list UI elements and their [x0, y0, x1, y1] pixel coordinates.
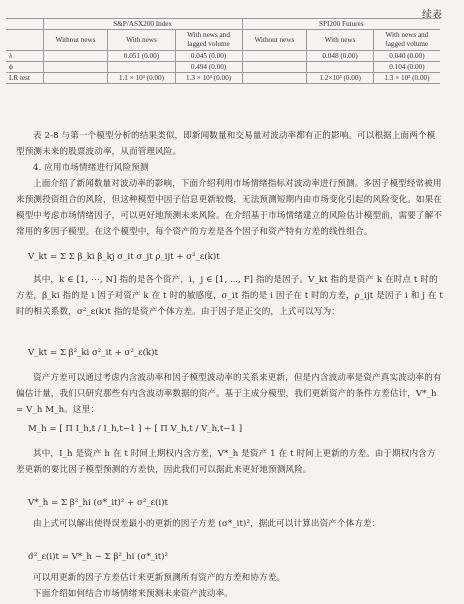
table-cell: 0.048 (0.00) [307, 51, 374, 62]
equation-text: V_kt = Σ β²_ki σ²_it + σ²_ε(k)t [28, 348, 158, 358]
table-corner-cell [6, 30, 43, 51]
table-cell [43, 73, 108, 84]
table-cell: 1.2×10³ (0.00) [307, 73, 374, 84]
equation-text: M_h = [ Π I_h,t / I_h,t−1 ] ÷ [ Π V_h,t / V_h,t−1 ] [28, 424, 243, 434]
paragraph-block-4 [16, 446, 444, 478]
table-cell: 0.040 (0.00) [373, 51, 440, 62]
table-group-header: S&P/ASX200 Index [43, 19, 242, 30]
table-cell: 0.045 (0.00) [175, 51, 242, 62]
equation-5 [28, 552, 168, 562]
equation-text: σ̂²_ε(i)t = V*_h − Σ β²_hi (σ*_it)² [28, 552, 168, 562]
table-cell: 0.104 (0.00) [373, 62, 440, 73]
paragraph: 由上式可以解出使得误差最小的更新的因子方差 (σ*_it)²，据此可以计算出资产个体方差： [33, 519, 381, 529]
paragraph: 表 2-8 与第一个模型分析的结果类似，即新闻数量和交易量对波动率都有正的影响。可以根据上面两个模型预测未来的股票波动率，从而管理风险。 [16, 131, 436, 157]
paragraph-block-1 [16, 128, 444, 240]
equation-3 [28, 424, 242, 434]
table-row-label: LR test [6, 73, 43, 84]
table-cell: 0.051 (0.00) [108, 51, 175, 62]
table-row-label: λ [6, 51, 43, 62]
table-cell [307, 62, 374, 73]
table-cell [242, 73, 307, 84]
table-row-label: ϕ [6, 62, 43, 73]
table-corner-cell [6, 19, 43, 30]
table-sub-header: With news [108, 30, 175, 51]
paragraph-block-3 [16, 370, 444, 418]
paragraph: 资产方差可以通过考虑内含波动率和因子模型波动率的关系来更新，但是内含波动率是资产真实波动率的有偏估计量，我们只研究那些有内含波动率数据的资产。基于主成分模型，我们更新资产的条件方差估计，V*_h = V_h M_h。这里： [16, 373, 442, 415]
table-cell: 1.3 × 10³ (0.00) [175, 73, 242, 84]
table-sub-header: Without news [242, 30, 307, 51]
results-table [6, 18, 440, 84]
equation-text: V*_h = Σ β²_hi (σ*_it)² + σ²_ε(i)t [28, 498, 168, 508]
paragraph: 其中，k ∈ [1, ⋯, N] 指的是各个资产，i，j ∈ [1, ⋯, F] 指的是因子。V_kt 指的是资产 k 在时点 t 时的方差，β_ki 指的是 i 因子对资产 k 在 t 时的敏感度，σ_it 指的是 i 因子在 t 时的方差，ρ_ijt 是因子 i 和 j 在 t 时的相关系数，σ²_ε(k)t 指的是资产个体方差。由于因子是正交的，上式可以写为： [16, 275, 443, 317]
equation-1 [28, 252, 220, 262]
table-cell: 1.1 × 10³ (0.00) [108, 73, 175, 84]
paragraph: 下面介绍如何结合市场情绪来预测未来资产波动率。 [33, 589, 233, 599]
table-cell [242, 51, 307, 62]
table-group-header-row [6, 19, 440, 30]
paragraph-block-6 [16, 570, 444, 602]
table-cell: 0.494 (0.00) [175, 62, 242, 73]
section-heading: 4. 应用市场情绪进行风险预测 [33, 163, 149, 173]
paragraph-block-2 [16, 272, 444, 320]
table-sub-header: With news and lagged volume [373, 30, 440, 51]
table-row [6, 73, 440, 84]
table-sub-header-row [6, 30, 440, 51]
equation-text: V_kt = Σ Σ β_ki β_kj σ_it σ_jt ρ_ijt + σ²_ε(k)t [28, 252, 220, 262]
table-cell: 1.3 × 10³ (0.00) [373, 73, 440, 84]
table-cell [43, 62, 108, 73]
continued-label: 续表 [422, 10, 442, 21]
table-row [6, 62, 440, 73]
table-group-header: SPI200 Futures [242, 19, 440, 30]
table-sub-header: With news [307, 30, 374, 51]
table-cell [242, 62, 307, 73]
table-cell [108, 62, 175, 73]
table-row [6, 51, 440, 62]
paragraph-block-5 [16, 516, 444, 532]
paragraph: 其中，I_h 是资产 h 在 t 时间上期权内含方差，V*_h 是资产 1 在 t 时间上更新的方差。由于期权内含方差更新的要比因子模型预测的方差快，因此我们可以据此来更好地预测风险。 [16, 449, 436, 475]
table-sub-header: With news and lagged volume [175, 30, 242, 51]
equation-2 [28, 348, 158, 358]
paragraph: 上面介绍了新闻数量对波动率的影响，下面介绍利用市场情绪指标对波动率进行预测。多因子模型经常被用来预测投资组合的风险，但这种模型中因子信息更新较慢，无法预测短期内由市场变化引起的风险变化。如果在模型中考虑市场情绪因子，可以更好地预测未来风险。在介绍基于市场情绪建立的风险估计模型前，需要了解不常用的多因子模型。在这个模型中，每个资产的方差是各个因子和资产特有方差的线性组合。 [16, 179, 442, 237]
equation-4 [28, 498, 168, 508]
table-sub-header: Without news [43, 30, 108, 51]
table-cell [43, 51, 108, 62]
paragraph: 可以用更新的因子方差估计来更新预测所有资产的方差和协方差。 [33, 573, 286, 583]
